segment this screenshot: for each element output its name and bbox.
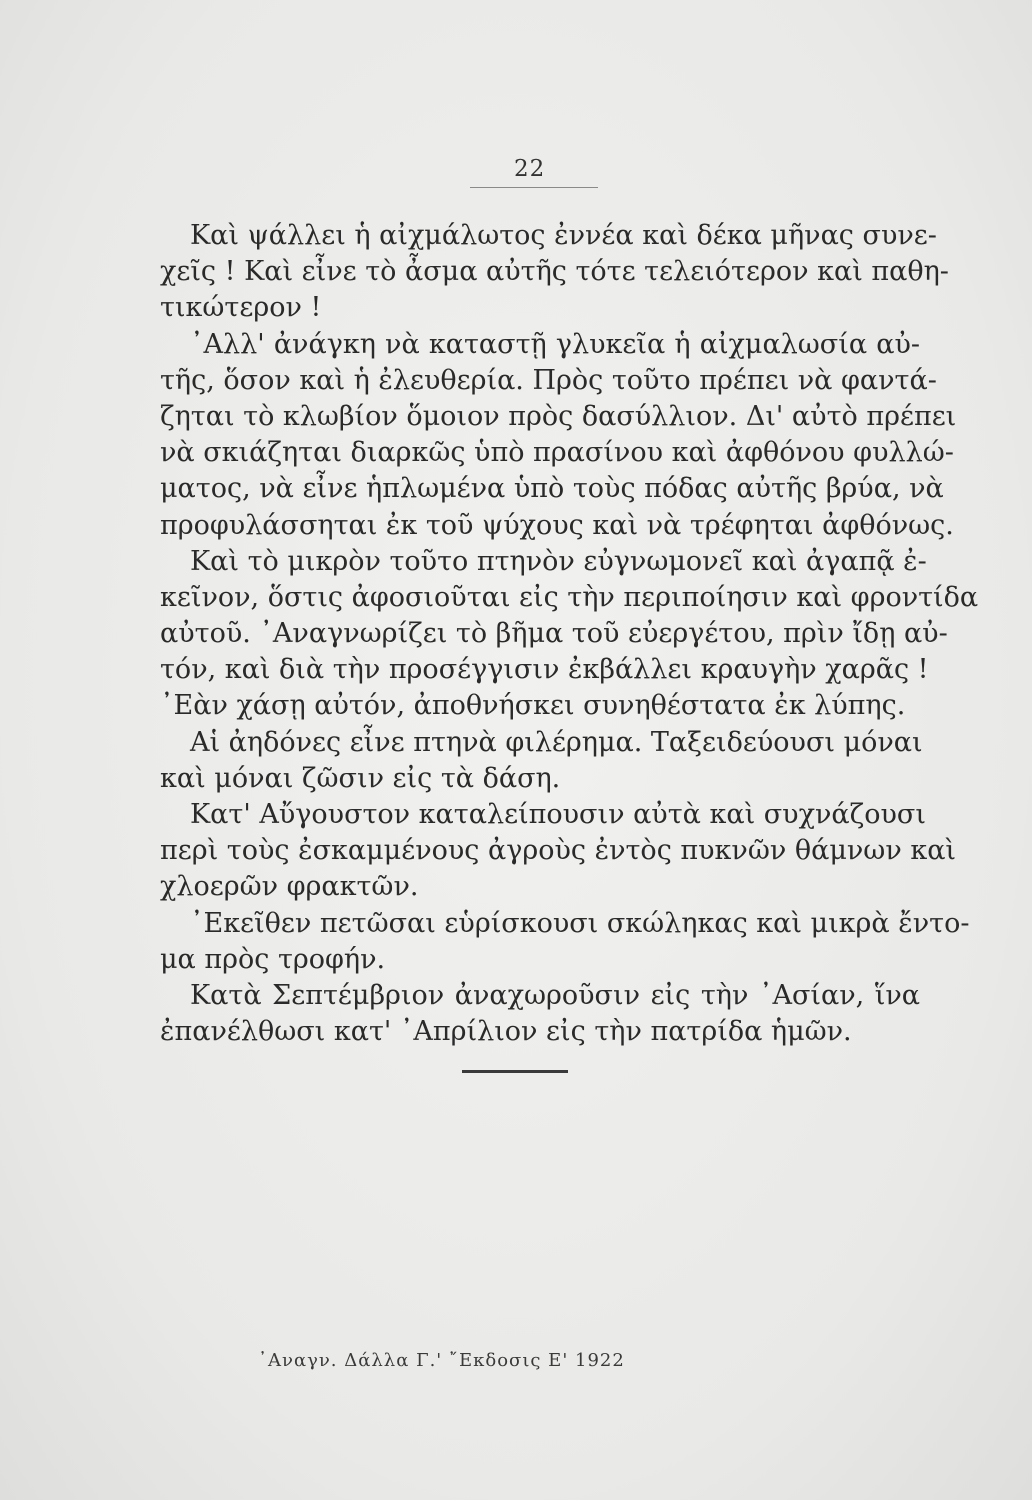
text-line: ᾿Εκεῖθεν πετῶσαι εὑρίσκουσι σκώληκας καὶ μικρὰ ἔντο- <box>190 907 970 939</box>
text-line: Καὶ ψάλλει ἡ αἰχμάλωτος ἐννέα καὶ δέκα μῆνας συνε- <box>190 220 937 251</box>
text-line: ᾿Εὰν χάσῃ αὐτόν, ἀποθνήσκει συνηθέστατα ἐκ λύπης. <box>160 690 906 722</box>
footer-imprint: ᾿Αναγν. Δάλλα Γ.' ῎Εκδοσις Ε' 1922 <box>258 1350 625 1371</box>
text-line: ἐπανέλθωσι κατ' ᾿Απρίλιον εἰς τὴν πατρίδα ἡμῶν. <box>160 1016 852 1048</box>
text-line: αὐτοῦ. ᾿Αναγνωρίζει τὸ βῆμα τοῦ εὐεργέτου, πρὶν ἴδῃ αὐ- <box>160 618 948 650</box>
text-line: ματος, νὰ εἶνε ἡπλωμένα ὑπὸ τοὺς πόδας αὐτῆς βρύα, νὰ <box>160 473 944 505</box>
text-line: Αἱ ἀηδόνες εἶνε πτηνὰ φιλέρημα. Ταξειδεύουσι μόναι <box>190 726 923 758</box>
text-line: Κατ' Αὔγουστον καταλείπουσιν αὐτὰ καὶ συχνάζουσι <box>190 799 926 830</box>
text-line: ᾿Αλλ' ἀνάγκη νὰ καταστῇ γλυκεῖα ἡ αἰχμαλωσία αὐ- <box>190 328 920 360</box>
body-text <box>160 218 979 1050</box>
text-line: τόν, καὶ διὰ τὴν προσέγγισιν ἐκβάλλει κραυγὴν χαρᾶς ! <box>160 654 929 686</box>
text-line: τῆς, ὅσον καὶ ἡ ἐλευθερία. Πρὸς τοῦτο πρέπει νὰ φαντά- <box>160 364 937 396</box>
text-line: καὶ μόναι ζῶσιν εἰς τὰ δάση. <box>160 762 561 794</box>
end-rule <box>462 1070 568 1073</box>
text-line: τικώτερον ! <box>160 292 322 324</box>
text-line: μα πρὸς τροφήν. <box>160 943 386 975</box>
page-number-rule <box>470 187 598 188</box>
page-number: 22 <box>514 156 546 182</box>
text-line: περὶ τοὺς ἐσκαμμένους ἀγροὺς ἐντὸς πυκνῶν θάμνων καὶ <box>160 835 957 867</box>
text-line: ζηται τὸ κλωβίον ὅμοιον πρὸς δασύλλιον. Δι' αὐτὸ πρέπει <box>160 400 957 432</box>
text-line: νὰ σκιάζηται διαρκῶς ὑπὸ πρασίνου καὶ ἀφθόνου φυλλώ- <box>160 437 954 469</box>
text-line: χλοερῶν φρακτῶν. <box>160 871 419 903</box>
text-line: προφυλάσσηται ἐκ τοῦ ψύχους καὶ νὰ τρέφηται ἀφθόνως. <box>160 509 954 541</box>
text-line: Κατὰ Σεπτέμβριον ἀναχωροῦσιν εἰς τὴν ᾿Ασίαν, ἵνα <box>190 979 920 1011</box>
text-line: χεῖς ! Καὶ εἶνε τὸ ἆσμα αὐτῆς τότε τελειότερον καὶ παθη- <box>160 256 949 288</box>
text-line: κεῖνον, ὅστις ἀφοσιοῦται εἰς τὴν περιποίησιν καὶ φροντίδα <box>160 581 979 613</box>
text-line: Καὶ τὸ μικρὸν τοῦτο πτηνὸν εὐγνωμονεῖ καὶ ἀγαπᾷ ἐ- <box>190 545 927 577</box>
